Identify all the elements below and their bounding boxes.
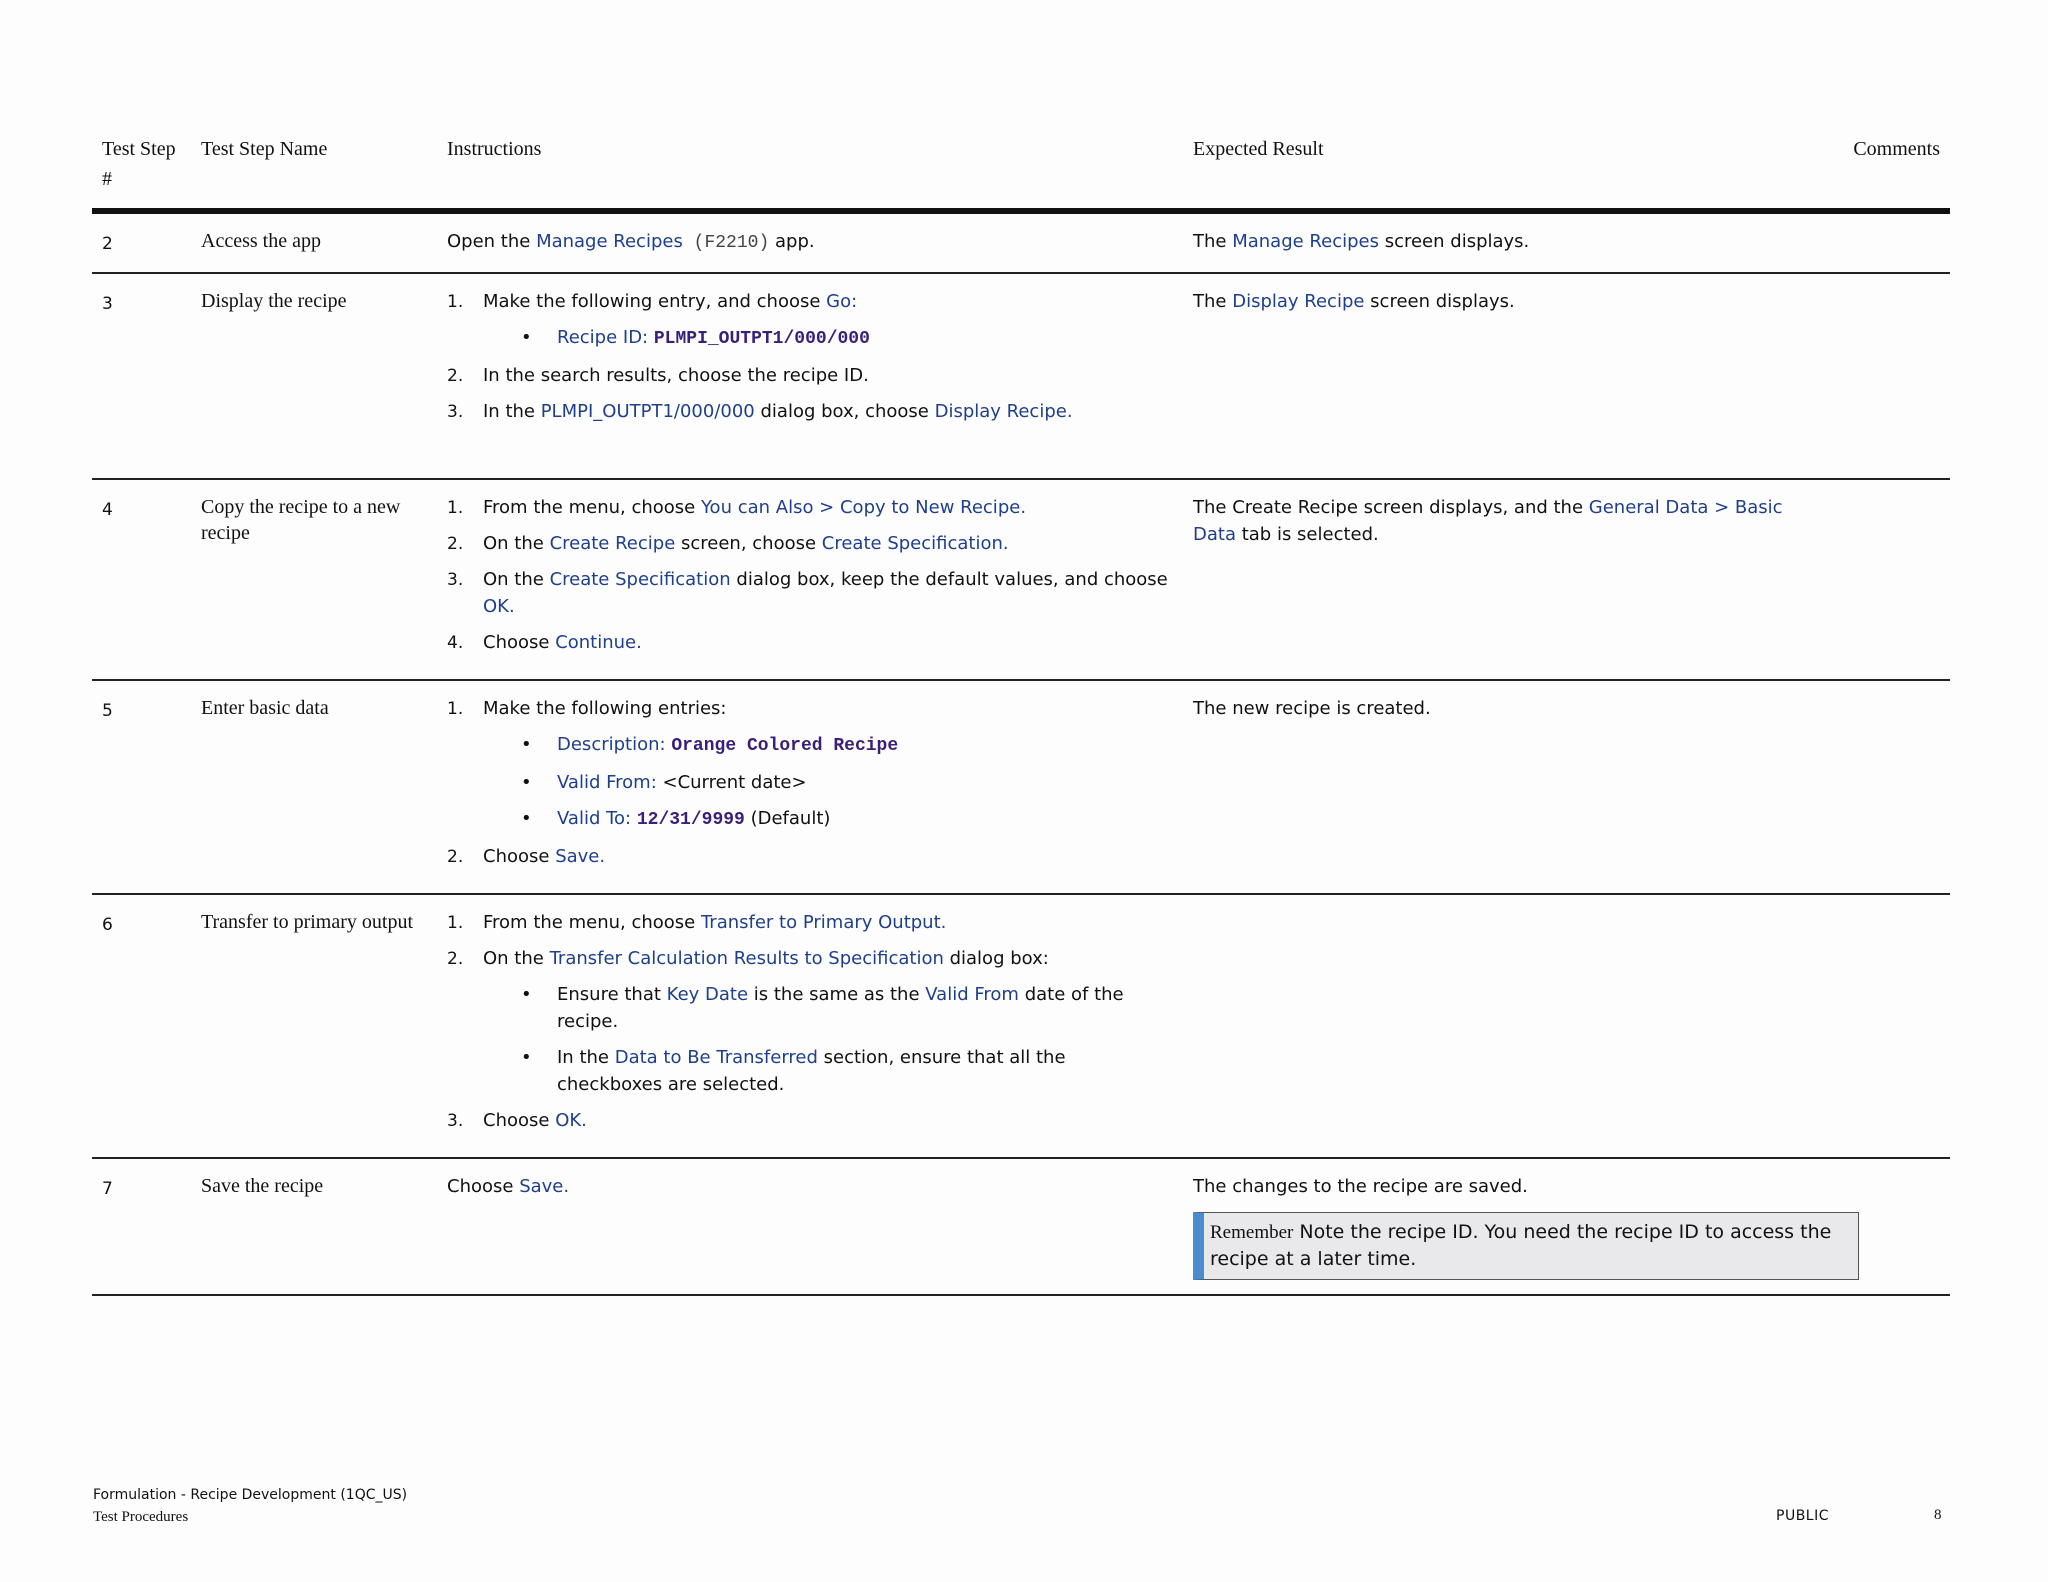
item-number: 3. <box>447 402 464 422</box>
header-expected-result: Expected Result <box>1183 130 1840 211</box>
step-number: 3 <box>92 273 191 479</box>
header-test-step-number: Test Step # <box>92 130 191 211</box>
text: The <box>1193 291 1233 312</box>
step-name: Transfer to primary output <box>191 894 437 1158</box>
table-row <box>92 479 1950 680</box>
note-label: Remember <box>1210 1222 1294 1243</box>
text: : <box>851 291 858 312</box>
instruction-item <box>447 945 1173 1098</box>
table-row <box>92 894 1950 1158</box>
text: screen displays. <box>1364 291 1515 312</box>
item-number: 2. <box>447 949 464 969</box>
table-row <box>92 211 1950 273</box>
ui-term: Display Recipe <box>934 401 1067 422</box>
step-number: 6 <box>92 894 191 1158</box>
comments-cell <box>1840 1158 1950 1295</box>
header-test-step-name: Test Step Name <box>191 130 437 211</box>
footer <box>93 1485 407 1528</box>
text: tab is selected. <box>1235 524 1379 545</box>
item-number: 3. <box>447 570 464 590</box>
expected-result <box>1183 273 1840 479</box>
text: From the menu, choose <box>483 912 701 933</box>
instruction-item <box>447 1107 1173 1134</box>
bullet-list <box>483 731 1173 834</box>
text: Choose <box>483 846 556 867</box>
footer-section-title: Test Procedures <box>93 1509 189 1525</box>
step-instructions <box>437 273 1183 479</box>
field-label: Recipe ID: <box>557 327 649 348</box>
text: On the <box>483 948 550 969</box>
step-instructions <box>437 680 1183 894</box>
table-row <box>92 680 1950 894</box>
text: Open the <box>447 231 537 252</box>
instruction-list <box>447 909 1173 1134</box>
step-number: 5 <box>92 680 191 894</box>
step-instructions <box>437 479 1183 680</box>
instruction-list <box>447 494 1173 656</box>
comments-cell <box>1840 894 1950 1158</box>
field-value: PLMPI_OUTPT1/000/000 <box>653 329 870 349</box>
text: dialog box, keep the default values, and choose <box>730 569 1168 590</box>
item-number: 2. <box>447 847 464 867</box>
text: (Default) <box>744 808 831 829</box>
ui-term: Manage Recipes <box>1232 231 1379 252</box>
instruction-item <box>447 843 1173 870</box>
item-number: 1. <box>447 498 464 518</box>
step-name: Display the recipe <box>191 273 437 479</box>
expected-result <box>1183 211 1840 273</box>
ui-term: Display Recipe <box>1232 291 1365 312</box>
text: On the <box>483 533 550 554</box>
ui-term: Create Recipe <box>549 533 676 554</box>
text: . <box>636 632 642 653</box>
instruction-item <box>447 288 1173 353</box>
ui-term: Create Specification. <box>821 533 1009 554</box>
text: section, ensure that all the checkboxes are selected. <box>557 1047 1066 1095</box>
text: Make the following entry, and choose <box>483 291 827 312</box>
footer-classification: PUBLIC <box>1776 1508 1829 1524</box>
ui-term: Transfer Calculation Results to Specification <box>549 948 944 969</box>
ui-term: Data to Be Transferred <box>614 1047 818 1068</box>
text: Choose <box>483 1110 556 1131</box>
step-number: 4 <box>92 479 191 680</box>
text: . <box>1066 401 1073 422</box>
step-name: Save the recipe <box>191 1158 437 1295</box>
step-number: 7 <box>92 1158 191 1295</box>
table-row <box>92 1158 1950 1295</box>
text: dialog box: <box>943 948 1049 969</box>
bullet-item: • Valid From: <Current date> <box>521 772 807 793</box>
text: Choose <box>483 632 556 653</box>
text: From the menu, choose <box>483 497 701 518</box>
field-label: Valid To: <box>557 808 632 829</box>
text: date of the recipe. <box>557 984 1124 1032</box>
ui-term: Continue <box>555 632 637 653</box>
ui-term: Create Specification <box>549 569 731 590</box>
item-number: 1. <box>447 292 464 312</box>
instruction-item <box>447 566 1173 620</box>
text: In the <box>483 401 541 422</box>
expected-result <box>1183 680 1840 894</box>
text: dialog box, choose <box>754 401 935 422</box>
bullet-item: • Description: Orange Colored Recipe <box>521 734 899 756</box>
table-row <box>92 273 1950 479</box>
app-id: (F2210) <box>682 233 770 253</box>
header-instructions: Instructions <box>437 130 1183 211</box>
ui-term: Manage Recipes <box>536 231 683 252</box>
text: screen displays. <box>1378 231 1530 252</box>
text: screen, choose <box>675 533 822 554</box>
comments-cell <box>1840 273 1950 479</box>
instruction-item <box>447 909 1173 936</box>
text: . <box>508 596 515 617</box>
item-number: 2. <box>447 366 464 386</box>
bullet-item: • Ensure that Key Date is the same as the Valid From date of the recipe. <box>521 984 1124 1032</box>
text: is the same as the <box>748 984 926 1005</box>
comments-cell <box>1840 211 1950 273</box>
instruction-item <box>447 398 1173 425</box>
item-number: 4. <box>447 633 464 653</box>
step-number: 2 <box>92 211 191 273</box>
field-value: 12/31/9999 <box>636 810 745 830</box>
remember-note <box>1193 1212 1859 1280</box>
ui-term: Valid From <box>925 984 1019 1005</box>
text: Make the following entries: <box>483 698 727 719</box>
ui-term: Transfer to Primary Output. <box>700 912 947 933</box>
table-header-row <box>92 130 1950 211</box>
instruction-item <box>447 494 1173 521</box>
bullet-list <box>483 324 1173 353</box>
bullet-item: • Valid To: 12/31/9999 (Default) <box>521 808 831 830</box>
ui-term: OK <box>483 596 509 617</box>
field-label: Description: <box>557 734 666 755</box>
text: The new recipe is created. <box>1193 698 1431 719</box>
text: app. <box>769 231 815 252</box>
instruction-item <box>447 695 1173 834</box>
text: . <box>599 846 606 867</box>
instruction-item <box>447 362 1173 389</box>
item-number: 3. <box>447 1111 464 1131</box>
instruction-list <box>447 288 1173 425</box>
step-instructions <box>437 894 1183 1158</box>
step-instructions <box>437 1158 1183 1295</box>
instruction-list <box>447 695 1173 870</box>
bullet-item: • In the Data to Be Transferred section, ensure that all the checkboxes are selected. <box>521 1047 1066 1095</box>
step-name: Access the app <box>191 211 437 273</box>
field-value: Orange Colored Recipe <box>671 736 899 756</box>
ui-term: PLMPI_OUTPT1/000/000 <box>540 401 755 422</box>
comments-cell <box>1840 479 1950 680</box>
text: Ensure that <box>557 984 667 1005</box>
bullet-item: • Recipe ID: PLMPI_OUTPT1/000/000 <box>521 327 870 349</box>
comments-cell <box>1840 680 1950 894</box>
bullet-list <box>483 981 1173 1098</box>
ui-term: You can Also > Copy to New Recipe. <box>700 497 1027 518</box>
field-value: <Current date> <box>656 772 807 793</box>
text: In the <box>557 1047 615 1068</box>
item-number: 1. <box>447 699 464 719</box>
text: Choose <box>447 1176 520 1197</box>
text: The changes to the recipe are saved. <box>1193 1176 1528 1197</box>
ui-term: Key Date <box>666 984 749 1005</box>
step-instructions <box>437 211 1183 273</box>
text: The <box>1193 231 1233 252</box>
instruction-item <box>447 530 1173 557</box>
ui-term: Go <box>826 291 852 312</box>
step-name: Enter basic data <box>191 680 437 894</box>
footer-document-title: Formulation - Recipe Development (1QC_US) <box>93 1487 408 1503</box>
instruction-item <box>447 629 1173 656</box>
page-number: 8 <box>1934 1507 1942 1523</box>
item-number: 1. <box>447 913 464 933</box>
ui-term: Save <box>519 1176 564 1197</box>
expected-result <box>1183 1158 1840 1295</box>
expected-result <box>1183 894 1840 1158</box>
ui-term: General Data > Basic Data <box>1193 497 1783 545</box>
text: In the search results, choose the recipe ID. <box>483 365 869 386</box>
text: . <box>563 1176 570 1197</box>
expected-result <box>1183 479 1840 680</box>
item-number: 2. <box>447 534 464 554</box>
test-procedure-table <box>92 130 1950 1296</box>
ui-term: OK. <box>555 1110 587 1131</box>
text: The Create Recipe screen displays, and the <box>1193 497 1589 518</box>
step-name: Copy the recipe to a new recipe <box>191 479 437 680</box>
ui-term: Save <box>555 846 600 867</box>
header-comments: Comments <box>1840 130 1950 211</box>
text: On the <box>483 569 550 590</box>
field-label: Valid From: <box>557 772 657 793</box>
note-text: Note the recipe ID. You need the recipe ID to access the recipe at a later time. <box>1210 1221 1832 1270</box>
